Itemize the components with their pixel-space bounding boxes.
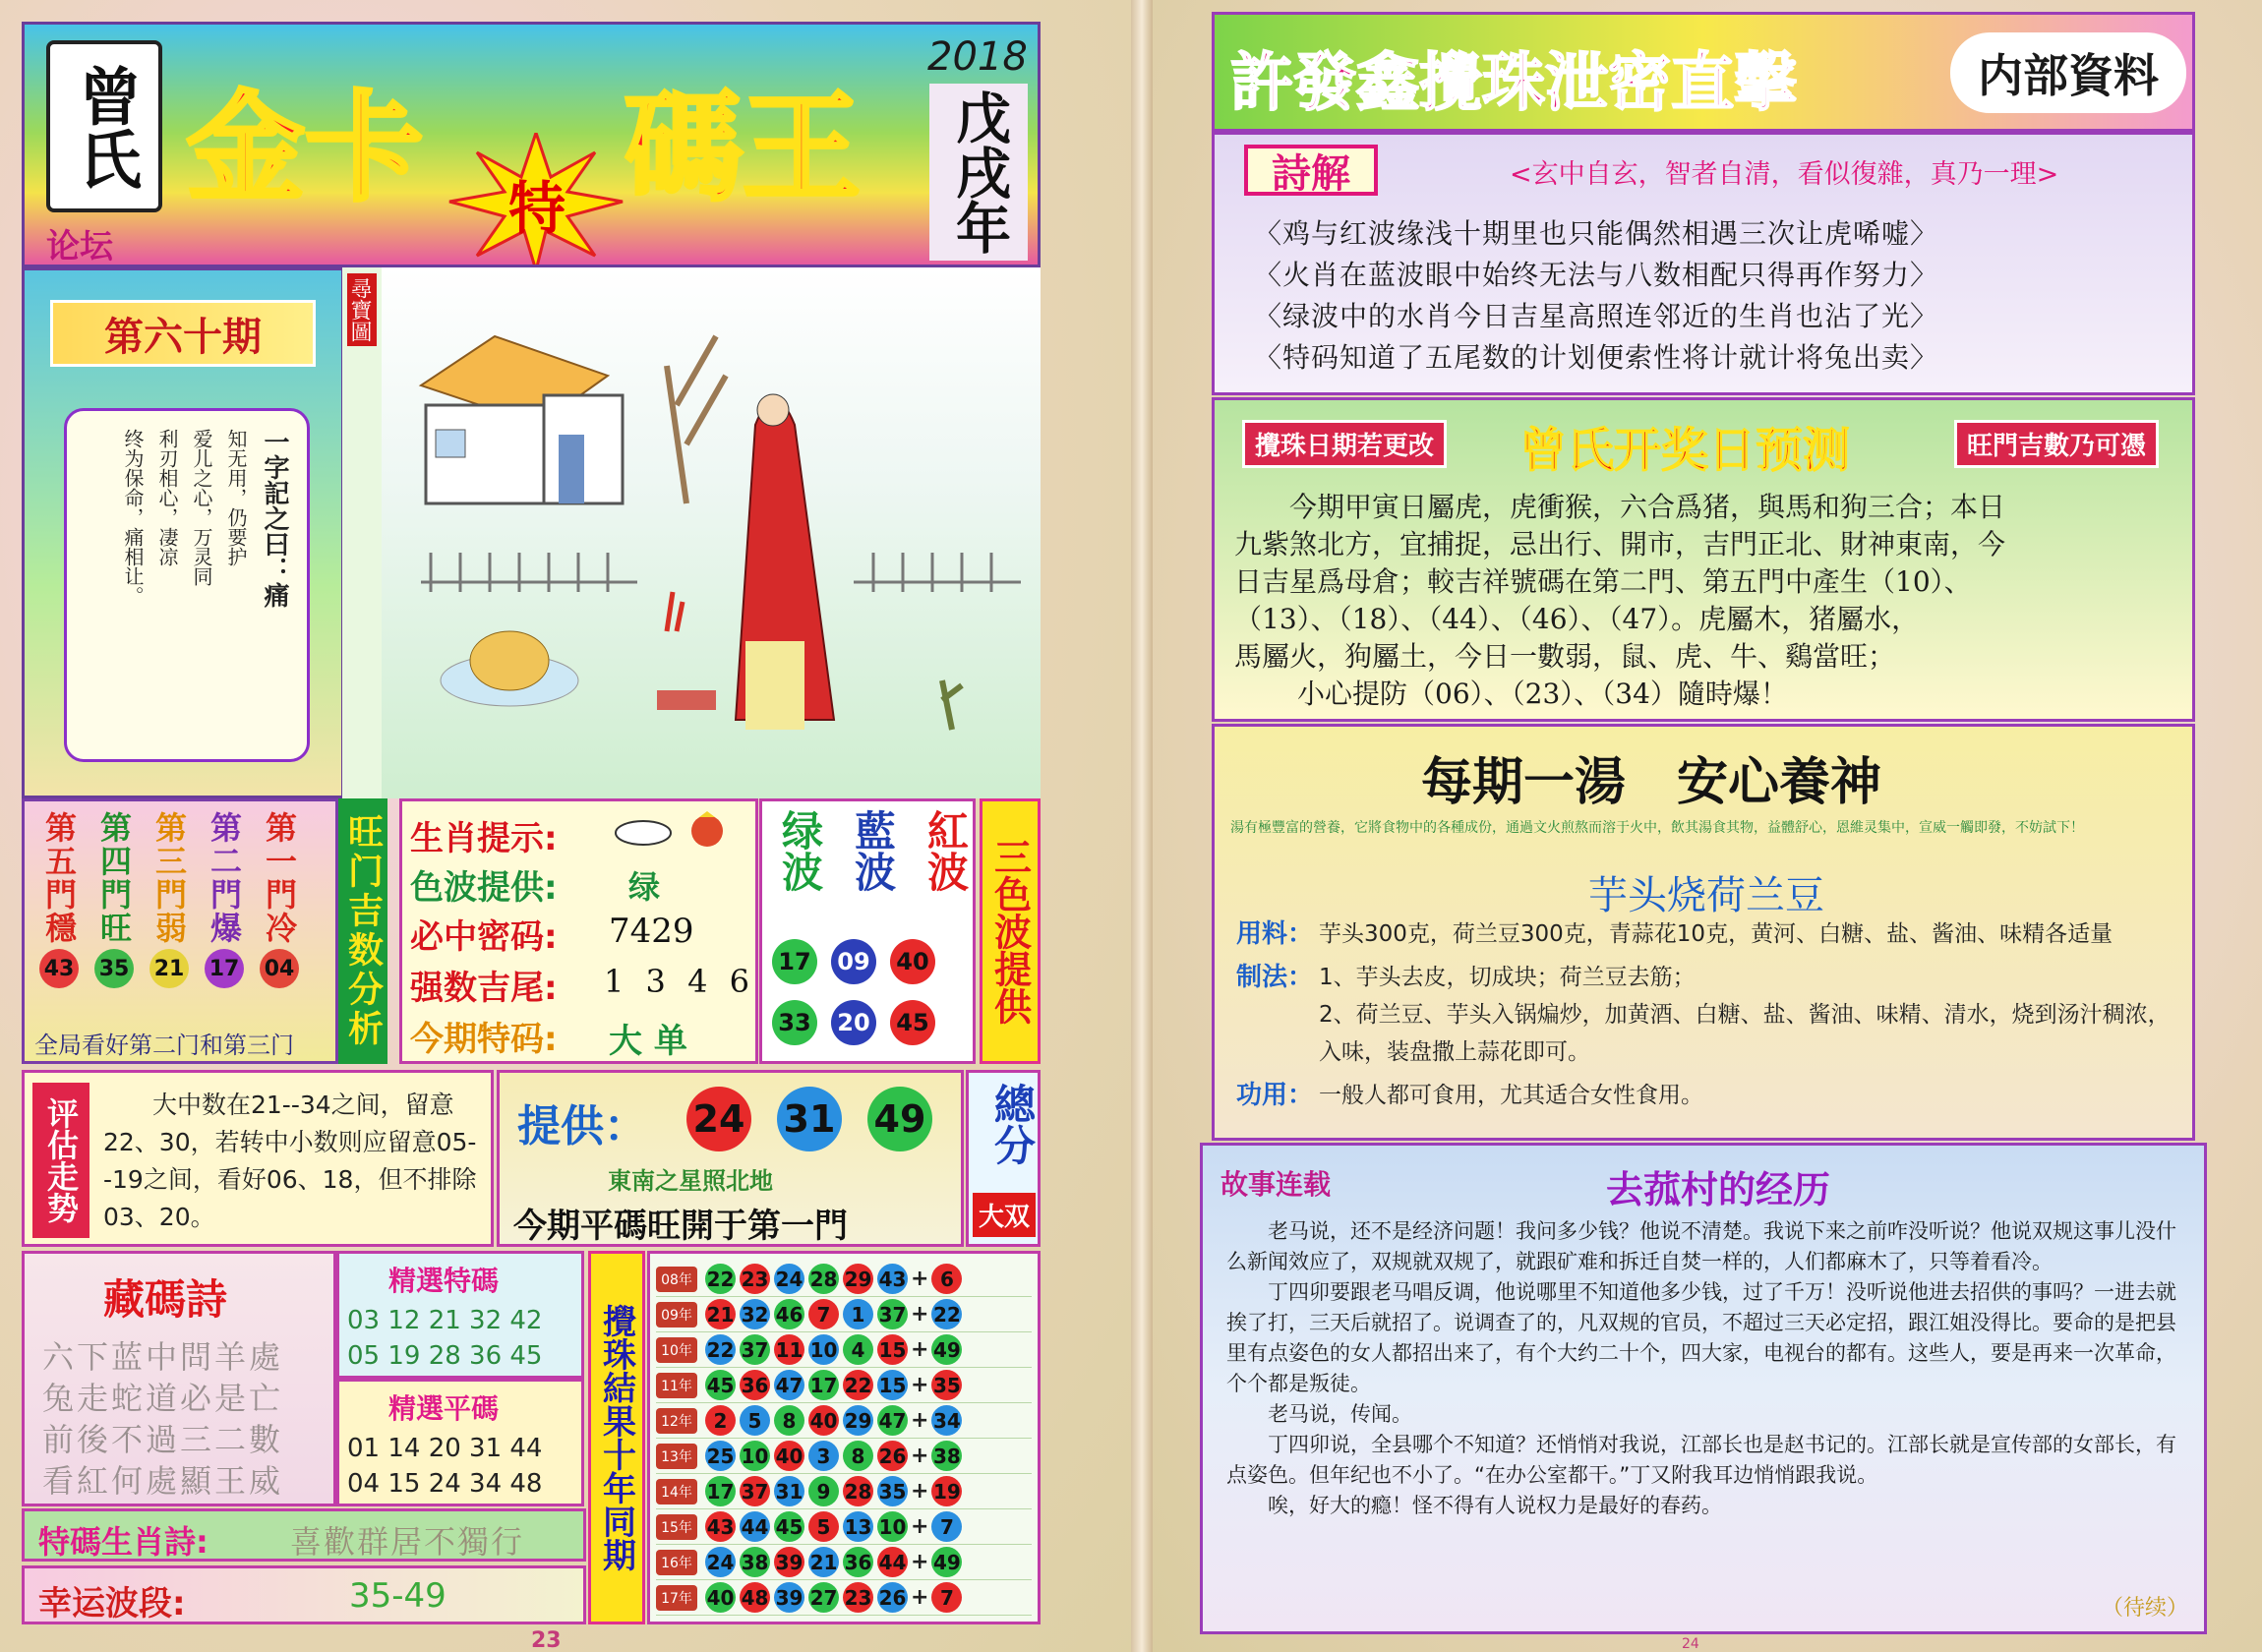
history-ball: 23 [843,1582,873,1613]
history-row [656,1332,1032,1368]
hidden-poem-title: 藏碼詩 [103,1275,228,1324]
provide-slogan: 今期平碼旺開于第一門 [513,1207,848,1246]
gates-row [32,811,306,988]
history-special-ball: 22 [931,1299,962,1329]
gate-label: 第四門旺 [95,811,133,945]
story-title: 去菰村的经历 [1606,1168,1831,1211]
prediction-line: 九紫煞北方，宜捕捉，忌出行、開市，吉門正北、財神東南，今 [1234,528,2006,560]
history-ball: 27 [808,1582,839,1613]
title-gold-card: 金卡 [187,79,423,217]
special-picks-title: 精選特碼 [388,1265,500,1297]
hidden-poem-panel [22,1251,336,1506]
eval-title-box [32,1083,89,1238]
page-number-right: 24 [1682,1636,1699,1652]
story-paragraph: 老马说，还不是经济问题！我问多少钱？他说不清楚。我说下来之前咋没听说？他说双规这事儿没什么新闻效应了，双规就双规了，就跟矿难和拆迁自焚一样的，人们都麻木了，只等着看冷。 [1226,1219,2176,1273]
eval-text: 大中数在21--34之间，留意22、30，若转中小数则应留意05--19之间，看好06、18，但不排除03、20。 [103,1091,477,1231]
date-change-tag: 攪珠日期若更改 [1242,420,1447,468]
history-ball: 15 [877,1370,908,1400]
total-label: 總分 [988,1083,1037,1165]
history-ball: 47 [774,1370,804,1400]
special-picks-panel [336,1251,584,1379]
poem-line: 前後不過三二數 [42,1421,284,1458]
prediction-panel [1212,397,2195,722]
history-ball: 40 [705,1582,736,1613]
history-ball: 2 [705,1405,736,1436]
gate-ball: 17 [205,949,244,988]
lucky-bar [22,1565,586,1624]
history-ball: 26 [877,1441,908,1471]
treasure-illustration [382,267,1041,798]
blue-wave-head: 藍波 [849,809,897,892]
pick-line: 04 15 24 34 48 [347,1469,543,1499]
zodiac-poem-label: 特碼生肖詩: [38,1523,208,1561]
scroll-line: 利刃相心，凄凉 [155,429,179,566]
history-ball: 15 [877,1334,908,1365]
history-title-box [588,1251,645,1624]
prediction-text [1234,489,2178,713]
history-special-ball: 7 [931,1582,962,1613]
history-ball: 21 [808,1547,839,1577]
wave-ball: 09 [831,939,876,984]
normal-picks-lines [347,1431,542,1502]
prediction-line: 小心提防（06）、（23）、（34）隨時爆！ [1297,678,1788,710]
plus-sign: + [911,1408,929,1433]
history-ball: 22 [705,1334,736,1365]
plus-sign: + [911,1337,929,1362]
history-year: 10年 [656,1337,697,1363]
history-ball: 11 [774,1334,804,1365]
history-ball: 10 [877,1511,908,1542]
waves-panel [759,798,976,1064]
story-paragraph: 老马说，传闻。 [1268,1402,1412,1426]
history-year: 12年 [656,1408,697,1434]
history-special-ball: 49 [931,1547,962,1577]
history-ball: 43 [705,1511,736,1542]
gate-label: 第五門穩 [40,811,78,945]
gate-label: 第三門弱 [150,811,188,945]
poem-line: 兔走蛇道必是亡 [42,1380,284,1417]
prediction-line: （13）、（18）、（44）、（46）、（47）。虎屬木，猪屬水， [1234,603,1920,635]
history-ball: 22 [843,1370,873,1400]
history-ball: 43 [877,1264,908,1294]
lucky-value: 35-49 [349,1576,446,1616]
poem-explain-lines [1254,213,1938,379]
history-ball: 36 [740,1370,770,1400]
history-ball: 24 [774,1264,804,1294]
history-ball: 21 [705,1299,736,1329]
history-ball: 40 [808,1405,839,1436]
prediction-line: 日吉星爲母倉；較吉祥號碼在第二門、第五門中產生（10）、 [1234,565,1972,598]
zodiac-poem-text: 喜歡群居不獨行 [290,1523,525,1561]
gate-4 [88,811,141,988]
history-ball: 1 [843,1299,873,1329]
history-year: 15年 [656,1514,697,1540]
pick-line: 05 19 28 36 45 [347,1341,543,1371]
history-ball: 28 [808,1264,839,1294]
gate-ball: 21 [149,949,189,988]
zeng-badge [46,40,162,212]
eval-title: 评估走势 [42,1097,80,1223]
gate-1 [253,811,306,988]
history-ball: 44 [740,1511,770,1542]
history-special-ball: 35 [931,1370,962,1400]
history-ball: 5 [808,1511,839,1542]
history-year: 17年 [656,1585,697,1611]
method-label: 制法： [1236,963,1314,992]
effect-text: 一般人都可食用，尤其适合女性食用。 [1319,1083,1703,1108]
history-ball: 5 [740,1405,770,1436]
lucky-label: 幸运波段: [38,1584,186,1623]
prediction-line: 馬屬火，狗屬土，今日一數弱，鼠、虎、牛、鷄當旺； [1234,640,1896,673]
history-ball: 10 [740,1441,770,1471]
header-banner [22,22,1041,267]
history-ball: 48 [740,1582,770,1613]
poem-line: 〈鸡与红波缘浅十期里也只能偶然相遇三次让虎唏嘘〉 [1254,217,1939,250]
right-header [1212,12,2195,132]
plus-sign: + [911,1514,929,1539]
issue-number: 第六十期 [50,300,316,367]
history-ball: 24 [705,1547,736,1577]
green-wave-head: 绿波 [776,809,824,892]
scroll-line: 爱儿之心，万灵同 [190,429,213,586]
history-ball: 8 [774,1405,804,1436]
poem-line: 六下蓝中問羊處 [42,1338,284,1376]
plus-sign: + [911,1479,929,1504]
code-hint-label: 必中密码: [410,917,558,957]
gates-panel [22,798,338,1064]
history-row [656,1545,1032,1580]
to-be-continued: （待续） [2101,1596,2188,1621]
poem-line: 看紅何處顯王威 [42,1462,284,1500]
te-char: 特 [508,175,566,242]
title-code-king: 碼王 [625,79,861,217]
history-ball: 13 [843,1511,873,1542]
forum-label: 论坛 [46,227,113,266]
history-ball: 22 [705,1264,736,1294]
treasure-label: 尋寶圖 [347,273,377,346]
wave-ball: 20 [831,1000,876,1045]
total-tag: 大双 [973,1193,1036,1237]
provide-ball: 49 [867,1087,932,1151]
recipe [1236,915,2180,1114]
soup-panel [1212,724,2195,1141]
history-ball: 39 [774,1547,804,1577]
history-ball: 7 [808,1299,839,1329]
history-ball: 31 [774,1476,804,1506]
history-ball: 47 [877,1405,908,1436]
gate-label: 第一門冷 [261,811,298,945]
special-picks-lines [347,1303,542,1374]
soup-intro: 湯有極豐富的營養，它將食物中的各種成份，通過文火煎熬而溶于火中，飲其湯食其物，益體舒心，恩維灵集中，宣威一觸即發，不妨試下！ [1230,820,2084,836]
history-special-ball: 34 [931,1405,962,1436]
red-wave-head: 紅波 [922,809,970,892]
year-label: 戊戌年 [947,89,1011,255]
issue-panel [22,267,344,798]
zodiac-poem-bar [22,1508,586,1562]
waves-title: 三色波提供 [987,838,1032,1025]
story-paragraph: 唉，好大的瘾！怪不得有人说权力是最好的春药。 [1268,1494,1722,1517]
tail-hint-label: 强数吉尾: [410,969,558,1008]
history-ball: 39 [774,1582,804,1613]
pick-line: 01 14 20 31 44 [347,1434,543,1463]
history-row [656,1439,1032,1474]
history-ball: 37 [877,1299,908,1329]
scroll-box [64,408,310,762]
history-ball: 37 [740,1476,770,1506]
gate-2 [198,811,251,988]
prediction-line: 今期甲寅日屬虎，虎衝猴，六合爲猪，與馬和狗三合；本日 [1289,491,2006,523]
badge-text: 曾氏 [68,63,142,190]
story-paragraph: 丁四卯说，全县哪个不知道？还悄悄对我说，江部长也是赵书记的。江部长就是宣传部的女部长，有点姿色。但年纪也不小了。“在办公室都干。”丁又附我耳边悄悄跟我说。 [1226,1433,2176,1487]
history-row [656,1403,1032,1439]
provide-label: 提供： [517,1101,647,1151]
provide-panel [497,1070,964,1247]
history-ball: 28 [843,1476,873,1506]
effect-label: 功用： [1236,1081,1314,1110]
provide-ball: 24 [686,1087,751,1151]
provide-note: 東南之星照北地 [608,1167,773,1195]
history-year: 13年 [656,1444,697,1469]
wave-ball: 40 [890,939,935,984]
gates-title: 旺门吉数分析 [342,813,384,1049]
history-ball: 32 [740,1299,770,1329]
history-special-ball: 38 [931,1441,962,1471]
gate-ball: 04 [260,949,299,988]
page-number-left: 23 [531,1628,562,1652]
hints-panel [399,798,758,1064]
treasure-image [382,267,1041,798]
history-ball: 45 [774,1511,804,1542]
plus-sign: + [911,1444,929,1468]
internal-badge: 内部資料 [1950,32,2186,113]
special-hint-value: 大 单 [609,1022,687,1061]
dish-name: 芋头烧荷兰豆 [1588,873,1824,918]
history-ball: 29 [843,1264,873,1294]
history-row [656,1262,1032,1297]
eval-panel [22,1070,494,1247]
zodiac-hint-label: 生肖提示: [410,819,558,858]
history-ball: 10 [808,1334,839,1365]
gate-5 [32,811,86,988]
history-year: 08年 [656,1267,697,1292]
history-title: 攪珠結果十年同期 [596,1304,636,1571]
history-year: 16年 [656,1550,697,1575]
plus-sign: + [911,1373,929,1397]
ingredients-label: 用料： [1236,919,1314,949]
special-hint-label: 今期特码: [410,1020,558,1059]
pick-line: 03 12 21 32 42 [347,1306,543,1335]
soup-title: 每期一湯 安心養神 [1421,753,1882,812]
treasure-strip [342,267,382,798]
history-ball: 46 [774,1299,804,1329]
wave-hint-value: 绿 [628,868,661,906]
history-row [656,1368,1032,1403]
normal-picks-title: 精選平碼 [388,1392,500,1425]
history-ball: 3 [808,1441,839,1471]
history-ball: 40 [774,1441,804,1471]
history-year: 11年 [656,1373,697,1398]
history-special-ball: 19 [931,1476,962,1506]
history-ball: 8 [843,1441,873,1471]
scroll-head: 一字記之曰：痛 [260,429,289,608]
history-ball: 37 [740,1334,770,1365]
poem-explain-head: <玄中自玄，智者自清，看似復雜，真乃一理> [1510,159,2059,190]
history-row [656,1509,1032,1545]
plus-sign: + [911,1302,929,1327]
wave-ball: 45 [890,1000,935,1045]
page-spine [1131,0,1153,1652]
history-ball: 36 [843,1547,873,1577]
method-step: 2、荷兰豆、芋头入锅煸炒，加黄酒、白糖、盐、酱油、味精、清水，烧到汤汁稠浓，入味，装盘撒上蒜花即可。 [1319,1002,2171,1065]
waves-title-box [980,798,1041,1064]
poem-line: 〈火肖在蓝波眼中始终无法与八数相配只得再作努力〉 [1254,259,1939,291]
wave-ball: 17 [772,939,817,984]
history-ball: 38 [740,1547,770,1577]
history-row [656,1474,1032,1509]
history-year: 09年 [656,1302,697,1328]
history-row [656,1297,1032,1332]
story-panel [1200,1143,2207,1634]
history-ball: 17 [808,1370,839,1400]
poem-explain-panel [1212,132,2195,395]
gates-title-box [338,798,387,1064]
history-special-ball: 7 [931,1511,962,1542]
ingredients-text: 芋头300克，荷兰豆300克，青蒜花10克，黄河、白糖、盐、酱油、味精各适量 [1319,921,2113,947]
history-ball: 45 [705,1370,736,1400]
history-ball: 35 [877,1476,908,1506]
history-special-ball: 49 [931,1334,962,1365]
year-text: 2018 [927,34,1028,80]
rat-rooster-icon [609,809,737,853]
method-step: 1、芋头去皮，切成块；荷兰豆去筋； [1319,965,1696,990]
gate-label: 第二門爆 [206,811,243,945]
history-ball: 17 [705,1476,736,1506]
history-ball: 4 [843,1334,873,1365]
history-ball: 23 [740,1264,770,1294]
history-ball: 9 [808,1476,839,1506]
prediction-title: 曾氏开奖日预测 [1519,423,1851,478]
hidden-poem-lines [42,1336,283,1502]
gate-ball: 35 [94,949,134,988]
gate-3 [143,811,196,988]
wave-ball: 33 [772,1000,817,1045]
scroll-line: 知无用，仍要护 [224,429,248,566]
poem-explain-tag: 詩解 [1244,145,1378,196]
gate-ball: 43 [39,949,79,988]
history-ball: 26 [877,1582,908,1613]
normal-picks-panel [336,1379,584,1506]
poem-line: 〈绿波中的水肖今日吉星高照连邻近的生肖也沾了光〉 [1254,300,1939,332]
code-hint-value: 7429 [609,912,694,951]
provide-ball: 31 [777,1087,842,1151]
plus-sign: + [911,1267,929,1291]
plus-sign: + [911,1550,929,1574]
gate-number-tag: 旺門吉數乃可憑 [1954,420,2159,468]
scroll-line: 终为保命，痛相让。 [121,429,145,606]
story-paragraph: 丁四卯要跟老马唱反调，他说哪里不知道他多少钱，过了千万！没听说他进去招供的事吗？一进去就挨了打，三天后就招了。说调查了的，凡双规的官员，不超过三天必定招，跟江姐没得比。要命的是把县里有点姿色的女人都招出来了，有个大约二十个，四大家，电视台的都有。这些人，要是再来一次革命，个个都是叛徒。 [1226,1280,2176,1395]
total-panel [966,1070,1041,1247]
gates-note: 全局看好第二门和第三门 [34,1032,294,1059]
history-ball: 25 [705,1441,736,1471]
history-special-ball: 6 [931,1264,962,1294]
story-tag: 故事连载 [1220,1168,1332,1201]
history-ball: 44 [877,1547,908,1577]
history-ball: 29 [843,1405,873,1436]
story-text [1226,1216,2185,1521]
history-year: 14年 [656,1479,697,1504]
wave-hint-label: 色波提供: [410,868,558,908]
plus-sign: + [911,1585,929,1610]
history-row [656,1580,1032,1616]
tail-hint-value: 1 3 4 6 [604,963,755,1000]
right-title: 許發鑫攪珠泄密直擊 [1230,47,1797,120]
history-table [647,1251,1041,1624]
year-label-box [929,84,1028,261]
poem-line: 〈特码知道了五尾数的计划便索性将计就计将兔出卖〉 [1254,341,1939,374]
